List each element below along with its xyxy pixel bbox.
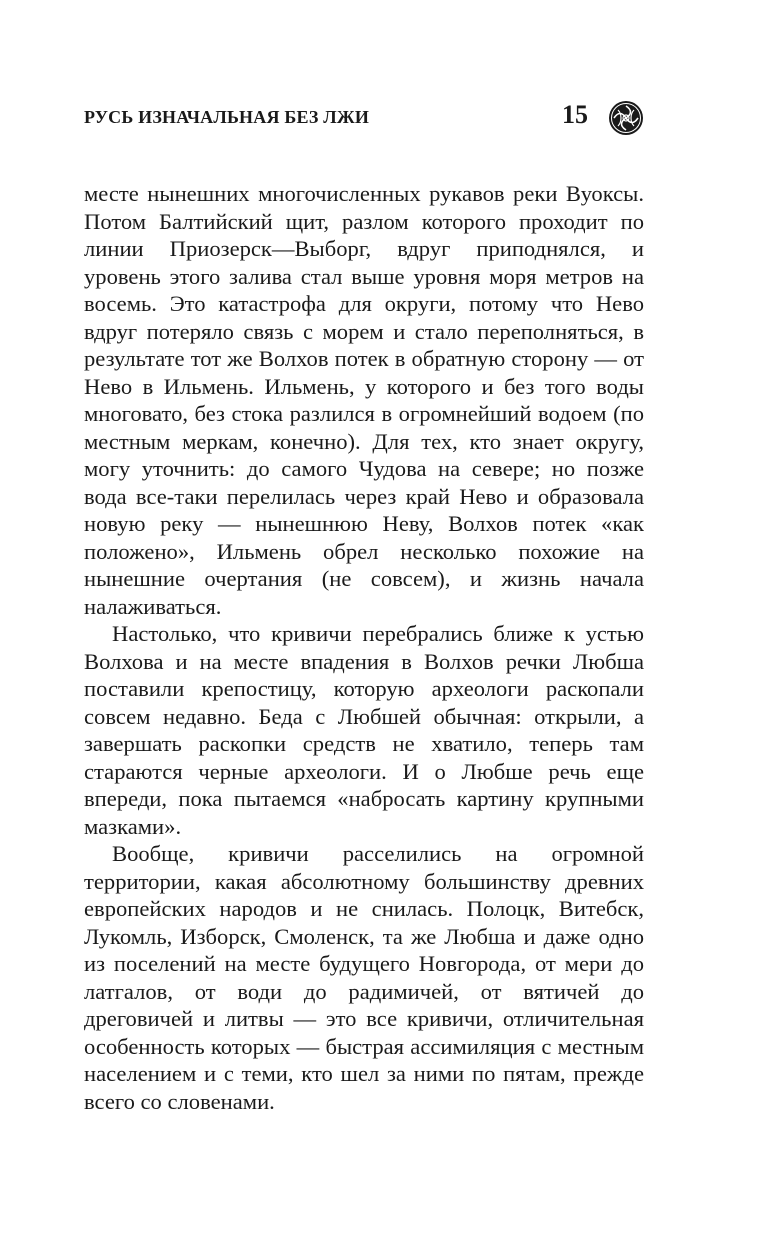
page-number: 15 (562, 100, 588, 129)
running-header (84, 96, 644, 142)
paragraph-1: месте нынешних многочисленных рукавов реки Вуоксы. Потом Балтийский щит, разлом которого проходит по линии Приозерск—Выборг, вдруг приподнялся, и уровень этого залива стал выше уровня моря метров на восемь. Это катастрофа для округи, потому что Нево вдруг потеряло связь с морем и стало переполняться, в результате тот же Волхов потек в обратную сторону — от Нево в Ильмень. Ильмень, у которого и без того воды многовато, без стока разлился в огромнейший водоем (по местным меркам, конечно). Для тех, кто знает округу, могу уточнить: до самого Чудова на севере; но позже вода все-таки перелилась через край Нево и образовала новую реку — нынешнюю Неву, Волхов потек «как положено», Ильмень обрел несколько похожие на нынешние очертания (не совсем), и жизнь начала налаживаться. (84, 181, 644, 619)
paragraph-2: Настолько, что кривичи перебрались ближе к устью Волхова и на месте впадения в Волхов речки Любша поставили крепостицу, которую археологи раскопали совсем недавно. Беда с Любшей обычная: открыли, а завершать раскопки средств не хватило, теперь там стараются черные археологи. И о Любше речь еще впереди, пока пытаемся «набросать картину крупными мазками». (84, 621, 644, 839)
running-title: РУСЬ ИЗНАЧАЛЬНАЯ БЕЗ ЛЖИ (84, 107, 370, 127)
body-text (84, 180, 644, 1115)
knot-ornament-icon (608, 100, 644, 136)
paragraph-3: Вообще, кривичи расселились на огромной территории, какая абсолютному большинству древних европейских народов и не снилась. Полоцк, Витебск, Лукомль, Изборск, Смоленск, та же Любша и даже одно из поселений на месте будущего Новгорода, от мери до латгалов, от води до радимичей, от вятичей до дреговичей и литвы — это все кривичи, отличительная особенность которых — быстрая ассимиляция с местным населением и с теми, кто шел за ними по пятам, прежде всего со словенами. (84, 841, 644, 1114)
